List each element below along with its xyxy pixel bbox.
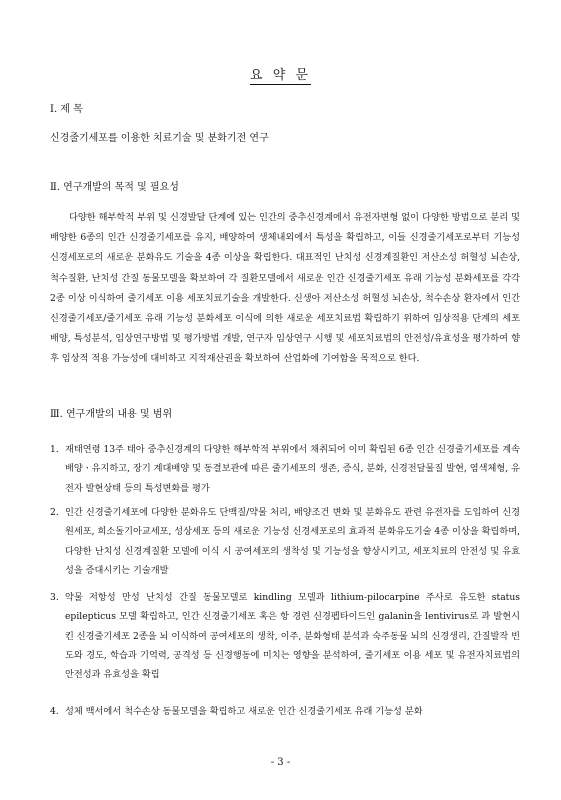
list-item-text: 인간 신경줄기세포에 다양한 분화유도 단백질/약물 처리, 배양조건 변화 및 분화유도 관련 유전자를 도입하여 신경원세포, 희소돌기아교세포, 성상세포 등의 새로운 기능성 신경세포로의 효과적 분화유도기술 4종 이상을 확립하며, 다양한 난치성 신경계질환 모델에 이식 시 공여세포의 생착성 및 기능성을 향상시키고, 세포치료의 안전성 및 유효성을 증대시키는 기술개발 bbox=[65, 507, 520, 576]
page-title bbox=[0, 64, 561, 83]
research-title: 신경줄기세포를 이용한 치료기술 및 분화기전 연구 bbox=[50, 133, 269, 144]
list-item-text: 재태연령 13주 태아 중추신경계의 다양한 해부학적 부위에서 채취되어 이미 확립된 6종 인간 신경줄기세포를 계속 배양ㆍ유지하고, 장기 계대배양 및 동결보관에 따른 줄기세포의 생존, 증식, 분화, 신경전달물질 발현, 염색체형, 유전자 발현상태 등의 특성변화를 평가 bbox=[65, 444, 520, 494]
list-item-text: 약물 저항성 만성 난치성 간질 동물모델로 kindling 모델과 lithium-pilocarpine 주사로 유도한 status epilepticus 모델 확립하고, 인간 신경줄기세포 혹은 항 경련 신경펩타이드인 galanin을 lentivirus로 과 발현시킨 신경줄기세포 2종을 뇌 이식하여 공여세포의 생착, 이주, 분화형태 분석과 숙주동물 뇌의 신경생리, 간질발작 빈도와 경도, 학습과 기억력, 공격성 등 신경행동에 미치는 영향을 분석하여, 줄기세포 이용 세포 및 유전자치료법의 안전성과 유효성을 확립 bbox=[65, 592, 520, 681]
list-item-number: 3. bbox=[50, 592, 59, 603]
section-2-heading: Ⅱ. 연구개발의 목적 및 필요성 bbox=[50, 182, 179, 193]
list-item bbox=[50, 440, 520, 498]
section-1-heading: Ⅰ. 제 목 bbox=[50, 104, 83, 115]
list-item bbox=[50, 588, 520, 684]
section-2-body: 다양한 해부학적 부위 및 신경발달 단계에 있는 인간의 중추신경계에서 유전자변형 없이 다양한 방법으로 분리 및 배양한 6종의 인간 신경줄기세포를 유지, 배양하여 생체내외에서 특성을 확립하고, 이들 신경줄기세포로부터 기능성 신경세포로의 새로운 분화유도 기술을 4종 이상을 확립한다. 대표적인 난치성 신경계질환인 저산소성 허혈성 뇌손상, 척수질환, 난치성 간질 동물모델을 확보하여 각 질환모델에서 새로운 인간 신경줄기세포 유래 기능성 분화세포를 각각 2종 이상 이식하여 줄기세포 이용 세포치료기술을 개발한다. 신생아 저산소성 허혈성 뇌손상, 척수손상 환자에서 인간 신경줄기세포/줄기세포 유래 기능성 분화세포 이식에 의한 새로운 세포치료법 확립하기 위하여 임상적용 단계의 세포 배양, 특성분석, 임상연구방법 및 평가방법 개발, 연구자 임상연구 시행 및 세포치료법의 안전성/유효성을 평가하여 향후 임상적 적용 가능성에 대비하고 지적재산권을 확보하여 산업화에 기여함을 목적으로 한다. bbox=[50, 212, 520, 365]
list-item bbox=[50, 503, 520, 580]
list-item-number: 2. bbox=[50, 507, 59, 518]
page-title-text: 요 약 문 bbox=[250, 68, 311, 83]
page-number: - 3 - bbox=[270, 757, 291, 768]
list-item-text: 성체 백서에서 척수손상 동물모델을 확립하고 새로운 인간 신경줄기세포 유래 기능성 분화 bbox=[65, 706, 423, 717]
list-item-number: 1. bbox=[50, 444, 59, 455]
list-item-number: 4. bbox=[50, 706, 59, 717]
section-3-heading: Ⅲ. 연구개발의 내용 및 범위 bbox=[50, 409, 173, 420]
list-item bbox=[50, 702, 520, 721]
